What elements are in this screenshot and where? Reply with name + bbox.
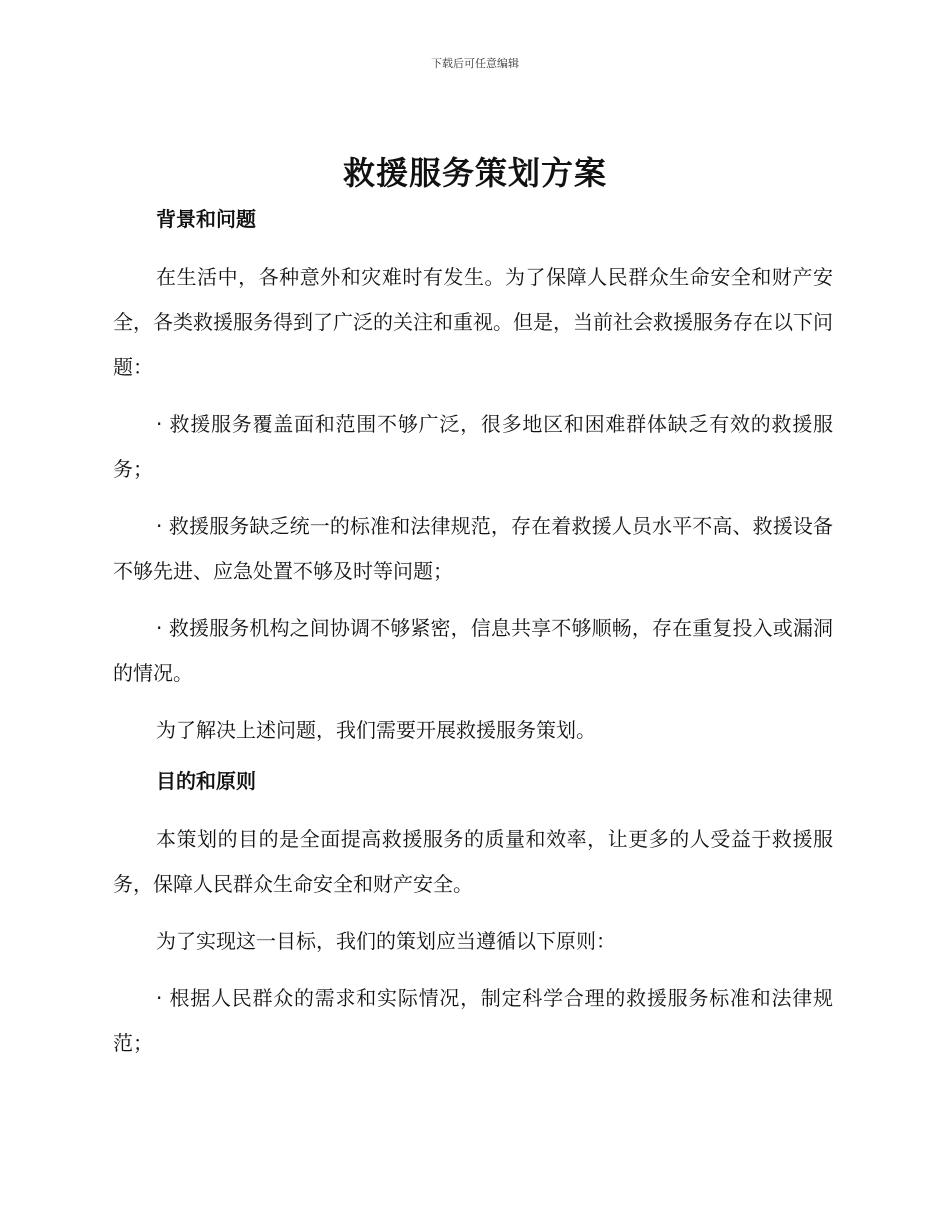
section-heading: 背景和问题 bbox=[156, 207, 256, 231]
header-note: 下载后可任意编辑 bbox=[431, 57, 519, 70]
section-heading: 目的和原则 bbox=[156, 769, 256, 793]
bullet-paragraph: · 救援服务机构之间协调不够紧密，信息共享不够顺畅，存在重复投入或漏洞的情况。 bbox=[113, 616, 833, 685]
section-background bbox=[113, 203, 833, 753]
document-body bbox=[113, 203, 833, 1078]
paragraph: 本策划的目的是全面提高救援服务的质量和效率，让更多的人受益于救援服务，保障人民群众生命安全和财产安全。 bbox=[113, 827, 833, 896]
bullet-paragraph: · 救援服务覆盖面和范围不够广泛，很多地区和困难群体缺乏有效的救援服务； bbox=[113, 412, 833, 481]
document-title: 救援服务策划方案 bbox=[342, 154, 607, 192]
paragraph: 在生活中，各种意外和灾难时有发生。为了保障人民群众生命安全和财产安全，各类救援服务得到了广泛的关注和重视。但是，当前社会救援服务存在以下问题： bbox=[113, 265, 833, 379]
paragraph: 为了实现这一目标，我们的策划应当遵循以下原则： bbox=[156, 929, 616, 953]
paragraph: 为了解决上述问题，我们需要开展救援服务策划。 bbox=[156, 718, 596, 742]
section-goals bbox=[113, 765, 833, 1066]
bullet-paragraph: · 根据人民群众的需求和实际情况，制定科学合理的救援服务标准和法律规范； bbox=[113, 986, 833, 1055]
bullet-paragraph: · 救援服务缺乏统一的标准和法律规范，存在着救援人员水平不高、救援设备不够先进、应急处置不够及时等问题； bbox=[113, 514, 833, 583]
